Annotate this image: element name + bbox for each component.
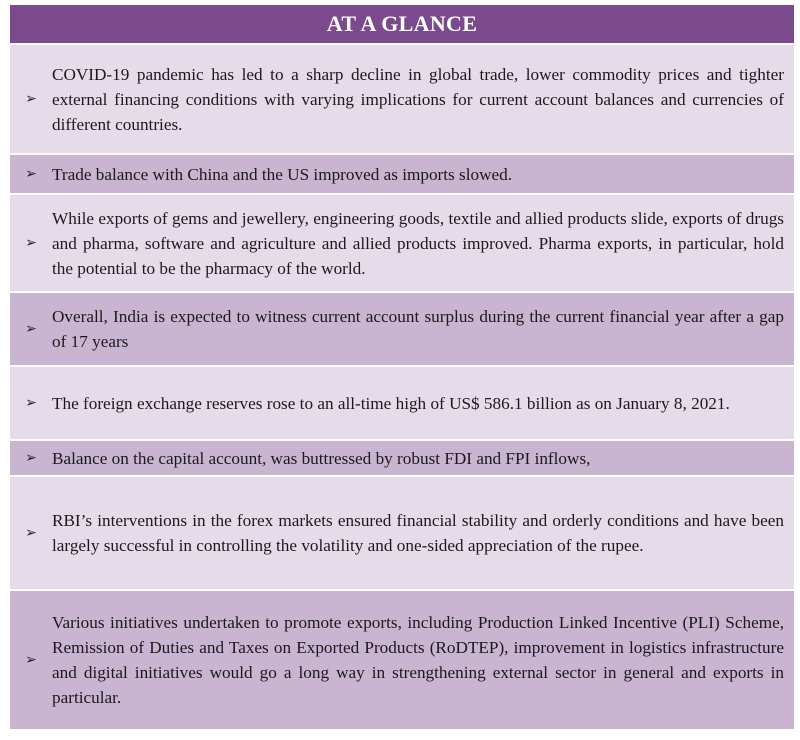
list-item: [10, 439, 794, 475]
bullet-arrow-icon: ➢: [25, 321, 37, 337]
list-item: [10, 475, 794, 589]
bullet-arrow-icon: ➢: [25, 652, 37, 668]
bullet-arrow-icon: ➢: [25, 166, 37, 182]
list-item-text: RBI’s interventions in the forex markets ensured financial stability and orderly conditions and have been largely successful in controlling the volatility and one-sided appreciation of the rupee.: [52, 511, 784, 555]
list-item: [10, 153, 794, 193]
list-item-text: Trade balance with China and the US improved as imports slowed.: [52, 164, 513, 184]
list-item-text: Various initiatives undertaken to promote exports, including Production Linked Incentive (PLI) Scheme, Remission of Duties and Taxes on Exported Products (RoDTEP), improvement in logistics infrastructure and digital initiatives would go a long way in strengthening external sector in general and exports in particular.: [52, 613, 784, 707]
list-item-text: The foreign exchange reserves rose to an all-time high of US$ 586.1 billion as on January 8, 2021.: [52, 393, 730, 413]
list-item: [10, 589, 794, 729]
bullet-arrow-icon: ➢: [25, 91, 37, 107]
list-item: [10, 291, 794, 365]
box-title: AT A GLANCE: [10, 5, 794, 43]
list-item-text: While exports of gems and jewellery, engineering goods, textile and allied products slide, exports of drugs and pharma, software and agriculture and allied products improved. Pharma exports, in particular, hold the potential to be the pharmacy of the world.: [52, 208, 784, 278]
list-item-text: Overall, India is expected to witness current account surplus during the current financial year after a gap of 17 years: [52, 307, 784, 351]
bullet-arrow-icon: ➢: [25, 525, 37, 541]
list-item-text: Balance on the capital account, was buttressed by robust FDI and FPI inflows,: [52, 448, 591, 468]
list-item-text: COVID-19 pandemic has led to a sharp decline in global trade, lower commodity prices and tighter external financing conditions with varying implications for current account balances and currencies of different countries.: [52, 64, 784, 134]
bullet-arrow-icon: ➢: [25, 235, 37, 251]
list-item: [10, 43, 794, 153]
bullet-arrow-icon: ➢: [25, 395, 37, 411]
bullet-arrow-icon: ➢: [25, 450, 37, 466]
list-item: [10, 365, 794, 439]
list-item: [10, 193, 794, 291]
at-a-glance-box: [10, 5, 794, 729]
